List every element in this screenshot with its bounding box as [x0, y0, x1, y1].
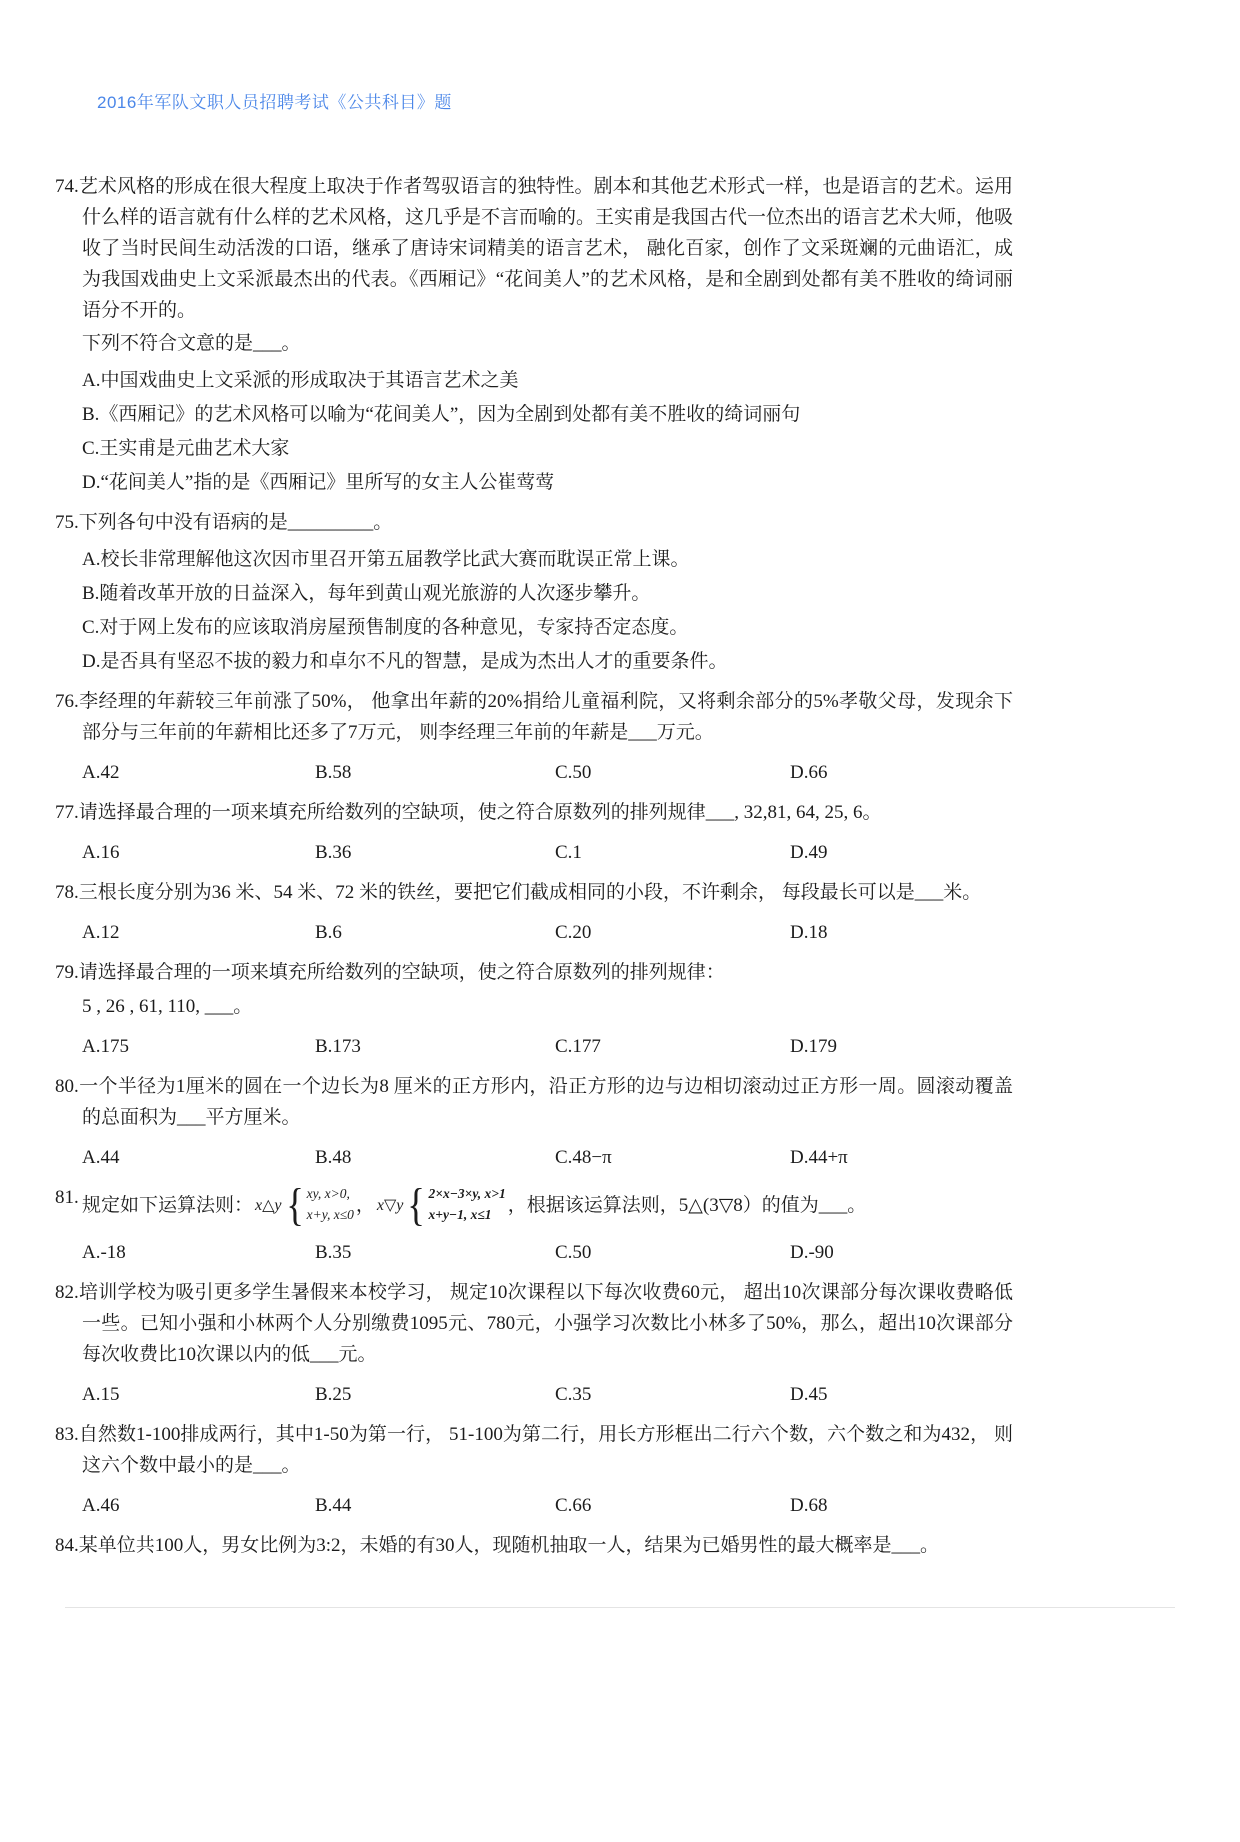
operator-2-symbol: x▽y: [376, 1196, 404, 1214]
option-b: B.48: [315, 1147, 352, 1168]
question-74-stem: [55, 171, 1013, 326]
question-77-stem: [55, 797, 1013, 828]
option-a: A.中国戏曲史上文采派的形成取决于其语言艺术之美: [82, 370, 519, 391]
option-d: D.44+π: [790, 1147, 848, 1168]
option-a: A.42: [82, 762, 120, 783]
option-b: B.58: [315, 762, 352, 783]
question-stem-text: 下列各句中没有语病的是_________。: [78, 512, 393, 533]
option-d: D.18: [790, 922, 828, 943]
option-d: D.-90: [790, 1242, 834, 1263]
operator-definition-2: [376, 1179, 506, 1230]
question-84-stem: [55, 1530, 1013, 1561]
left-brace-icon: {: [407, 1179, 426, 1230]
question-82-options: [55, 1379, 1013, 1410]
question-74: [55, 171, 1013, 498]
question-81-stem: [55, 1179, 1013, 1230]
question-stem-text: 请选择最合理的一项来填充所给数列的空缺项，使之符合原数列的排列规律：: [78, 962, 725, 983]
option-a: A.12: [82, 922, 120, 943]
formula-outro: ，根据该运算法则，5△(3▽8）的值为___。: [507, 1194, 867, 1216]
question-76-options: [55, 757, 1013, 788]
question-83-options: [55, 1490, 1013, 1521]
operator-1-cases: [307, 1184, 354, 1226]
operator-1-symbol: x△y: [255, 1196, 282, 1214]
question-number: 81.: [55, 1187, 79, 1208]
question-79-sequence: 5 , 26 , 61, 110, ___。: [82, 996, 253, 1017]
question-78-options: [55, 917, 1013, 948]
question-number: 77.: [55, 802, 79, 823]
question-number: 74.: [55, 176, 79, 197]
question-79-options: [55, 1031, 1013, 1062]
question-stem-text: 李经理的年薪较三年前涨了50%， 他拿出年薪的20%捐给儿童福利院，又将剩余部分的5%孝敬父母，发现余下部分与三年前的年薪相比还多了7万元， 则李经理三年前的年薪是___万元。: [78, 691, 1013, 743]
question-81: [55, 1179, 1013, 1268]
question-79-stem: [55, 957, 1013, 988]
question-stem-text: 自然数1-100排成两行，其中1-50为第一行， 51-100为第二行，用长方形框出二行六个数，六个数之和为432， 则这六个数中最小的是___。: [78, 1424, 1013, 1476]
formula-separator: ，: [355, 1194, 375, 1216]
option-c: C.50: [555, 762, 592, 783]
case-line: x+y−1, x≤1: [428, 1207, 492, 1222]
option-b: B.35: [315, 1242, 352, 1263]
question-stem-text: 请选择最合理的一项来填充所给数列的空缺项，使之符合原数列的排列规律___, 32,81, 64, 25, 6。: [78, 802, 882, 823]
option-b: B.44: [315, 1495, 352, 1516]
option-b: B.6: [315, 922, 342, 943]
option-d: D.“花间美人”指的是《西厢记》里所写的女主人公崔莺莺: [82, 472, 555, 493]
option-d: D.66: [790, 762, 828, 783]
option-a: A.校长非常理解他这次因市里召开第五届教学比武大赛而耽误正常上课。: [82, 549, 690, 570]
option-c: C.177: [555, 1036, 601, 1057]
question-80: [55, 1071, 1013, 1173]
question-81-options: [55, 1237, 1013, 1268]
left-brace-icon: {: [285, 1179, 304, 1230]
option-b: B.25: [315, 1384, 352, 1405]
option-b: B.随着改革开放的日益深入，每年到黄山观光旅游的人次逐步攀升。: [82, 583, 651, 604]
question-number: 84.: [55, 1535, 79, 1556]
question-stem-text: 某单位共100人，男女比例为3:2，未婚的有30人，现随机抽取一人，结果为已婚男性的最大概率是___。: [78, 1535, 940, 1556]
option-c: C.1: [555, 842, 582, 863]
option-c: C.20: [555, 922, 592, 943]
option-a: A.16: [82, 842, 120, 863]
question-number: 78.: [55, 882, 79, 903]
question-84: [55, 1530, 1013, 1561]
option-c: C.对于网上发布的应该取消房屋预售制度的各种意见，专家持否定态度。: [82, 617, 689, 638]
option-d: D.68: [790, 1495, 828, 1516]
question-75-stem: [55, 507, 1013, 538]
question-76: [55, 686, 1013, 788]
question-stem-text: 艺术风格的形成在很大程度上取决于作者驾驭语言的独特性。剧本和其他艺术形式一样，也是语言的艺术。运用什么样的语言就有什么样的艺术风格，这几乎是不言而喻的。王实甫是我国古代一位杰出的语言艺术大师，他吸收了当时民间生动活泼的口语，继承了唐诗宋词精美的语言艺术， 融化百家，创作了文采斑斓的元曲语汇，成为我国戏曲史上文采派最杰出的代表。《西厢记》“花间美人”的艺术风格，是和全剧到处都有美不胜收的绮词丽语分不开的。: [78, 176, 1014, 321]
option-c: C.王实甫是元曲艺术大家: [82, 438, 290, 459]
question-74-prompt: 下列不符合文意的是___。: [82, 333, 301, 354]
question-number: 75.: [55, 512, 79, 533]
case-line: x+y, x≤0: [306, 1207, 354, 1222]
option-c: C.48−π: [555, 1147, 612, 1168]
option-c: C.66: [555, 1495, 592, 1516]
question-80-options: [55, 1142, 1013, 1173]
question-number: 79.: [55, 962, 79, 983]
option-b: B.173: [315, 1036, 361, 1057]
formula-intro: 规定如下运算法则：: [82, 1194, 254, 1216]
question-stem-text: 培训学校为吸引更多学生暑假来本校学习， 规定10次课程以下每次收费60元， 超出10次课部分每次课收费略低一些。已知小强和小林两个人分别缴费1095元、780元，小强学习次数比小林多了50%，那么，超出10次课部分每次收费比10次课以内的低___元。: [78, 1282, 1013, 1365]
question-76-stem: [55, 686, 1013, 748]
option-d: D.45: [790, 1384, 828, 1405]
page-divider: [65, 1607, 1175, 1608]
question-75: [55, 507, 1013, 677]
option-d: D.179: [790, 1036, 837, 1057]
operator-2-cases: [429, 1184, 506, 1226]
question-77-options: [55, 837, 1013, 868]
option-a: A.44: [82, 1147, 120, 1168]
option-c: C.50: [555, 1242, 592, 1263]
question-stem-text: 一个半径为1厘米的圆在一个边长为8 厘米的正方形内，沿正方形的边与边相切滚动过正方形一周。圆滚动覆盖的总面积为___平方厘米。: [78, 1076, 1013, 1128]
question-83-stem: [55, 1419, 1013, 1481]
question-79: [55, 957, 1013, 1062]
option-a: A.-18: [82, 1242, 126, 1263]
question-78-stem: [55, 877, 1013, 908]
question-number: 82.: [55, 1282, 79, 1303]
option-d: D.是否具有坚忍不拔的毅力和卓尔不凡的智慧，是成为杰出人才的重要条件。: [82, 651, 728, 672]
question-number: 83.: [55, 1424, 79, 1445]
question-82: [55, 1277, 1013, 1410]
question-number: 80.: [55, 1076, 79, 1097]
question-80-stem: [55, 1071, 1013, 1133]
question-78: [55, 877, 1013, 948]
question-82-stem: [55, 1277, 1013, 1370]
case-line: xy, x>0,: [306, 1186, 350, 1202]
option-d: D.49: [790, 842, 828, 863]
option-c: C.35: [555, 1384, 592, 1405]
question-75-options: [55, 544, 1013, 677]
operator-definition-1: [255, 1179, 354, 1230]
option-b: B.36: [315, 842, 352, 863]
case-line: 2×x−3×y, x>1: [428, 1186, 506, 1202]
question-83: [55, 1419, 1013, 1521]
question-number: 76.: [55, 691, 79, 712]
option-a: A.15: [82, 1384, 120, 1405]
option-b: B.《西厢记》的艺术风格可以喻为“花间美人”，因为全剧到处都有美不胜收的绮词丽句: [82, 404, 801, 425]
question-74-options: [55, 365, 1013, 498]
question-77: [55, 797, 1013, 868]
question-stem-text: 三根长度分别为36 米、54 米、72 米的铁丝，要把它们截成相同的小段，不许剩余， 每段最长可以是___米。: [78, 882, 982, 903]
exam-content: [55, 171, 1013, 1561]
option-a: A.46: [82, 1495, 120, 1516]
document-title: 2016年军队文职人员招聘考试《公共科目》题: [97, 93, 452, 112]
option-a: A.175: [82, 1036, 129, 1057]
